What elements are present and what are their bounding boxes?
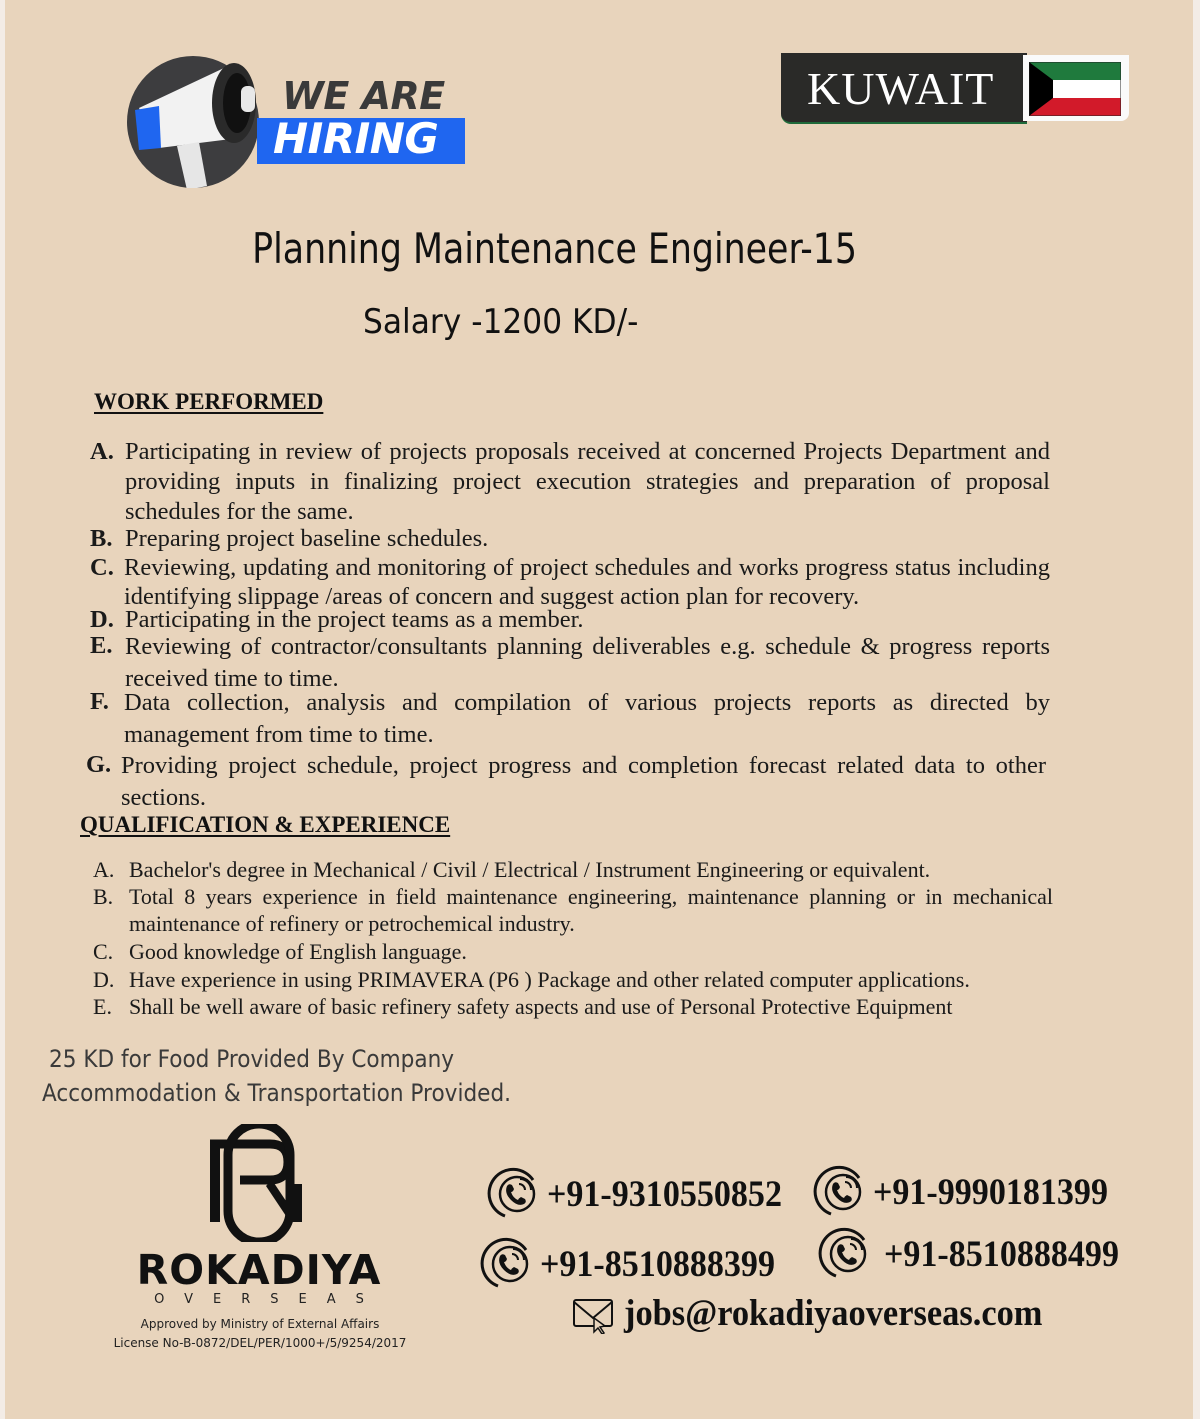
company-logo-icon: [210, 1124, 310, 1242]
company-tagline: OVERSEAS: [154, 1292, 384, 1307]
email-address[interactable]: jobs@rokadiyaoverseas.com: [624, 1293, 1043, 1334]
accommodation-transport: Accommodation & Transportation Provided.: [42, 1079, 512, 1107]
company-approval: [95, 1315, 425, 1353]
phone-number[interactable]: +91-8510888499: [884, 1233, 1119, 1275]
envelope-icon: [572, 1294, 616, 1334]
salary: Salary -1200 KD/-: [363, 302, 639, 342]
item-letter: F.: [90, 688, 109, 715]
phone-icon: [813, 1164, 869, 1220]
item-text: Data collection, analysis and compilation of various projects reports as directed by management from time to time.: [124, 689, 1050, 748]
item-letter: C.: [93, 939, 114, 964]
company-name: ROKADIYA: [136, 1246, 382, 1294]
work-performed-heading: WORK PERFORMED: [94, 389, 324, 414]
item-letter: E.: [93, 994, 112, 1019]
phone-number[interactable]: +91-8510888399: [540, 1243, 775, 1285]
item-letter: G.: [86, 751, 112, 778]
item-text: Reviewing, updating and monitoring of project schedules and works progress status including identifying slippage /areas of concern and suggest action plan for recovery.: [124, 554, 1050, 610]
flag-frame: [1023, 55, 1129, 121]
item-text: Have experience in using PRIMAVERA (P6 ) Package and other related computer applications.: [129, 967, 970, 992]
phone-contact[interactable]: [480, 1236, 795, 1292]
item-text: Reviewing of contractor/consultants planning deliverables e.g. schedule & progress reports received time to time.: [125, 633, 1050, 692]
item-text: Shall be well aware of basic refinery safety aspects and use of Personal Protective Equipment: [129, 994, 953, 1019]
phone-contact[interactable]: [818, 1226, 1139, 1282]
item-letter: B.: [93, 884, 114, 909]
phone-number[interactable]: +91-9990181399: [873, 1171, 1108, 1213]
item-text: Bachelor's degree in Mechanical / Civil / Electrical / Instrument Engineering or equivalent.: [129, 857, 931, 882]
item-text: Participating in the project teams as a member.: [125, 606, 584, 633]
item-letter: C.: [90, 554, 114, 581]
phone-icon: [487, 1166, 543, 1222]
we-are-text: WE ARE: [282, 74, 445, 118]
country-label: KUWAIT: [781, 53, 1027, 124]
item-text: Providing project schedule, project progress and completion forecast related data to other sections.: [121, 752, 1046, 811]
item-text: Good knowledge of English language.: [129, 939, 467, 964]
email-contact[interactable]: [572, 1292, 1074, 1335]
item-letter: D.: [93, 967, 115, 992]
job-poster: [5, 0, 1193, 1419]
item-letter: A.: [93, 857, 115, 882]
item-text: Preparing project baseline schedules.: [125, 525, 489, 552]
phone-icon: [818, 1226, 874, 1282]
hiring-text: HIRING: [273, 114, 439, 163]
item-letter: A.: [90, 438, 114, 465]
item-text: Total 8 years experience in field maintenance engineering, maintenance planning or in mechanical maintenance of refinery or petrochemical industry.: [129, 884, 1053, 936]
item-letter: B.: [90, 525, 113, 552]
item-letter: D.: [90, 606, 114, 633]
country-badge: [781, 53, 1129, 124]
job-title: Planning Maintenance Engineer-15: [252, 224, 858, 273]
food-allowance: 25 KD for Food Provided By Company: [49, 1045, 455, 1073]
phone-icon: [480, 1236, 536, 1292]
license-text: License No-B-0872/DEL/PER/1000+/5/9254/2017: [113, 1336, 407, 1350]
item-text: Participating in review of projects proposals received at concerned Projects Department and providing inputs in finalizing project execution strategies and preparation of proposal schedules for the same.: [125, 438, 1050, 525]
kuwait-flag-icon: [1029, 62, 1121, 116]
phone-contact[interactable]: [487, 1166, 802, 1222]
we-are-hiring-badge: [127, 48, 467, 193]
qualification-heading: QUALIFICATION & EXPERIENCE: [80, 812, 451, 837]
item-letter: E.: [90, 632, 113, 659]
approval-text: Approved by Ministry of External Affairs: [140, 1317, 380, 1331]
phone-number[interactable]: +91-9310550852: [547, 1173, 782, 1215]
megaphone-icon: [129, 48, 269, 188]
phone-contact[interactable]: [813, 1164, 1128, 1220]
